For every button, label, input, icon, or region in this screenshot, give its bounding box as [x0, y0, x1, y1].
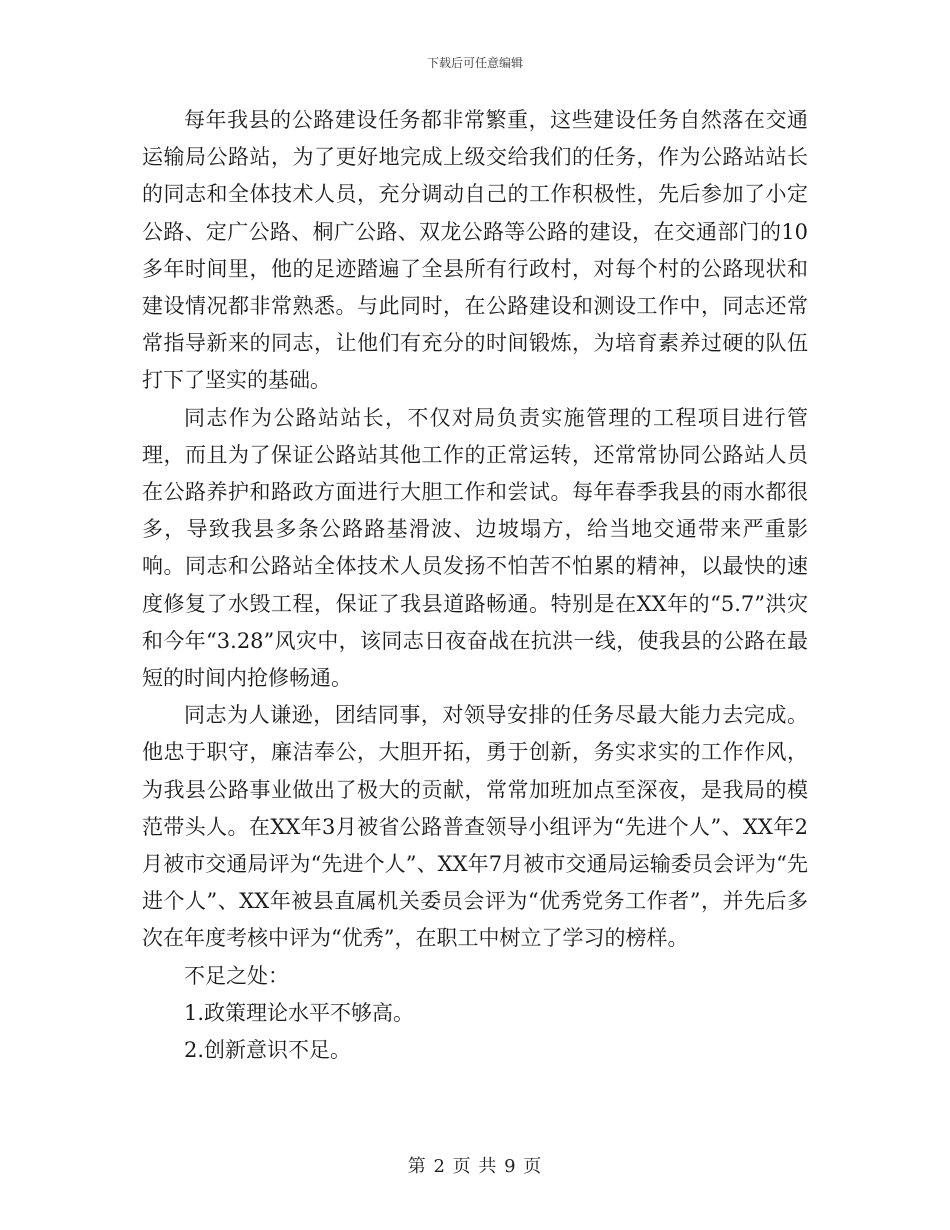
- document-body: [142, 102, 808, 1069]
- header-note: 下载后可任意编辑: [426, 56, 523, 70]
- paragraph-personal-conduct: 同志为人谦逊，团结同事，对领导安排的任务尽最大能力去完成。他忠于职守，廉洁奉公，大胆开拓，勇于创新，务实求实的工作作风，为我县公路事业做出了极大的贡献，常常加班加点至深夜，是我局的模范带头人。在XX年3月被省公路普查领导小组评为“先进个人”、XX年2月被市交通局评为“先进个人”、XX年7月被市交通局运输委员会评为“先进个人”、XX年被县直属机关委员会评为“优秀党务工作者”，并先后多次在年度考核中评为“优秀”，在职工中树立了学习的榜样。: [142, 703, 808, 951]
- paragraph-station-management: 同志作为公路站站长，不仅对局负责实施管理的工程项目进行管理，而且为了保证公路站其他工作的正常运转，还常常协同公路站人员在公路养护和路政方面进行大胆工作和尝试。每年春季我县的雨水都很多，导致我县多条公路路基滑波、边坡塌方，给当地交通带来严重影响。同志和公路站全体技术人员发扬不怕苦不怕累的精神，以最快的速度修复了水毁工程，保证了我县道路畅通。特别是在XX年的“5.7”洪灾和今年“3.28”风灾中，该同志日夜奋战在抗洪一线，使我县的公路在最短的时间内抢修畅通。: [142, 405, 808, 691]
- paragraph-road-construction: 每年我县的公路建设任务都非常繁重，这些建设任务自然落在交通运输局公路站，为了更好地完成上级交给我们的任务，作为公路站站长的同志和全体技术人员，充分调动自己的工作积极性，先后参加了小定公路、定广公路、桐广公路、双龙公路等公路的建设，在交通部门的10多年时间里，他的足迹踏遍了全县所有行政村，对每个村的公路现状和建设情况都非常熟悉。与此同时，在公路建设和测设工作中，同志还常常指导新来的同志，让他们有充分的时间锻炼，为培育素养过硬的队伍打下了坚实的基础。: [142, 108, 808, 393]
- shortcoming-item-2: 2.创新意识不足。: [184, 1038, 352, 1063]
- shortcoming-item-1: 1.政策理论水平不够高。: [184, 1000, 415, 1025]
- page-number: 第 2 页 共 9 页: [407, 1156, 543, 1177]
- shortcomings-heading: 不足之处：: [184, 963, 289, 988]
